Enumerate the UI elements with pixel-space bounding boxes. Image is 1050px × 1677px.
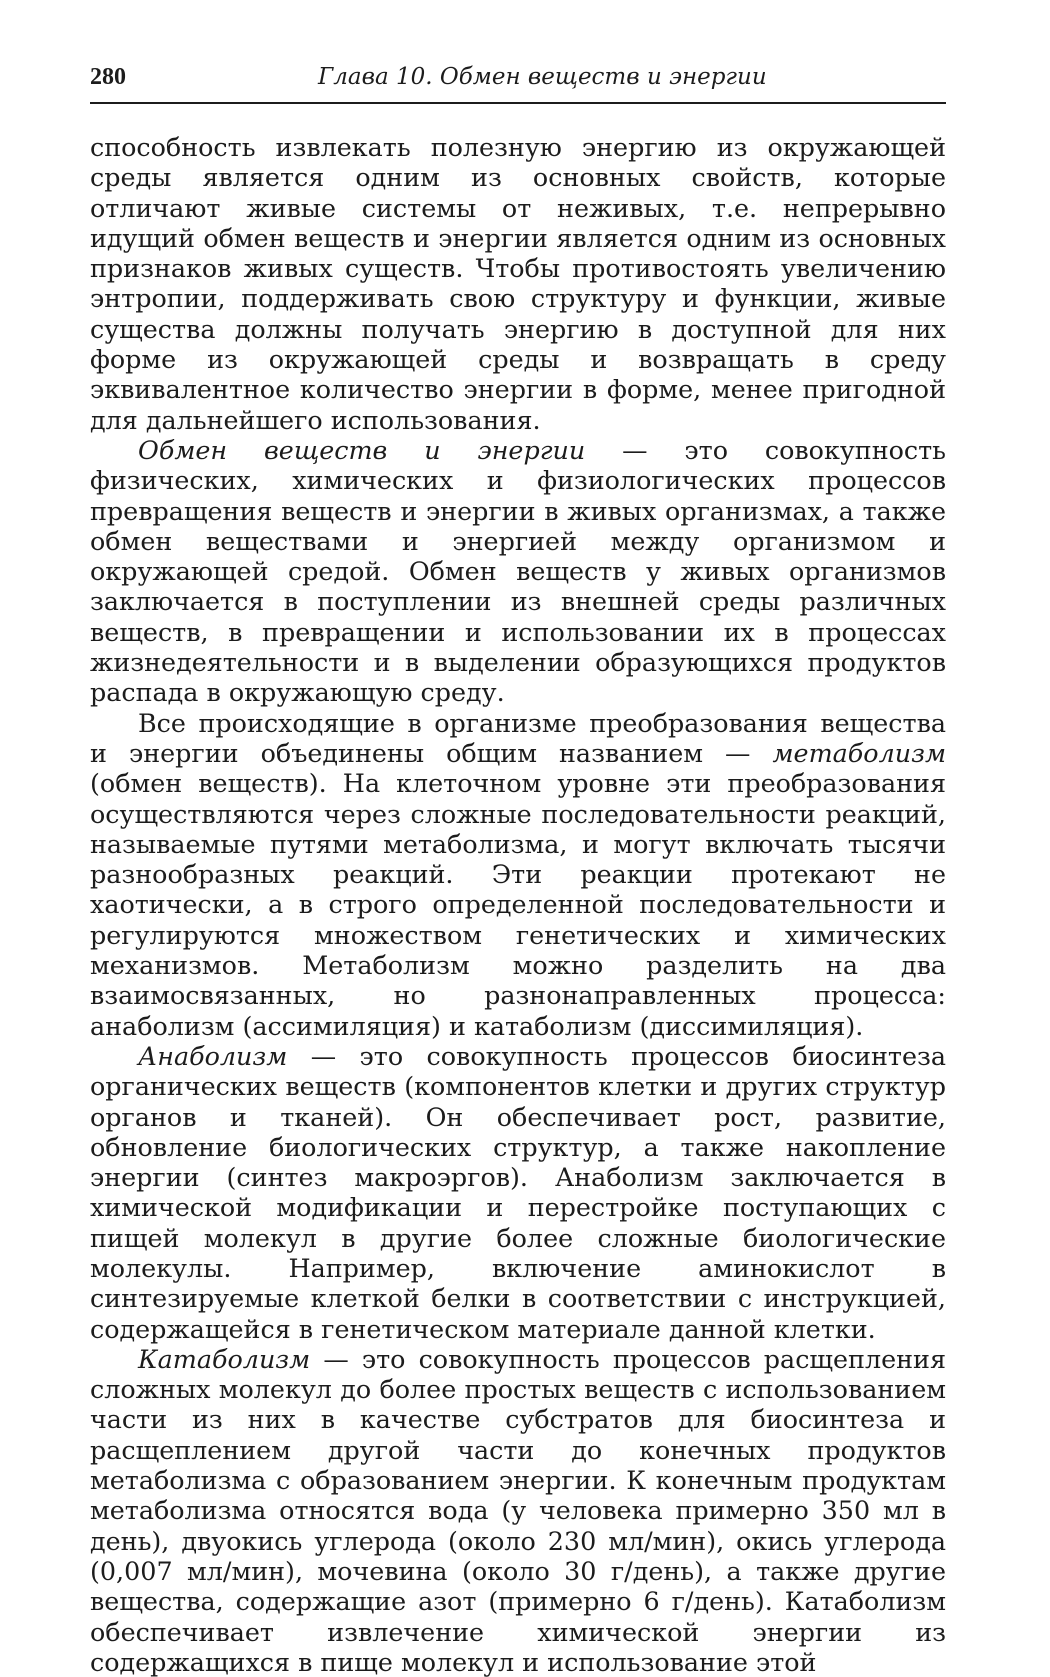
paragraph-metabolism-definition <box>90 435 946 708</box>
paragraph-text: (обмен веществ). На клеточном уровне эти преобразования осуществляются через сложные последовательности реакций, называемые путями метаболизма, и могут включать тысячи разнообразных реакций. Эти реакции протекают не хаотически, а в строго определенной последовательности и регулируются множеством генетических и химических механизмов. Метаболизм можно разделить на два взаимосвязанных, но разнонаправленных процесса: анаболизм (ассимиляция) и катаболизм (диссимиляция). <box>90 768 946 1041</box>
term-obmen-veshchestv: Обмен веществ и энергии <box>138 434 586 465</box>
running-head <box>90 60 946 104</box>
term-anabolizm: Анаболизм <box>138 1040 288 1071</box>
term-metabolizm: метаболизм <box>772 737 946 768</box>
book-page <box>90 60 946 1677</box>
paragraph-text: Все происходящие в организме преобразования вещества и энергии объединены общим названием — <box>90 707 946 768</box>
paragraph-metabolism-overview <box>90 708 946 1041</box>
term-katabolizm: Катаболизм <box>138 1343 311 1374</box>
paragraph-intro <box>90 132 946 435</box>
paragraph-text: — это совокупность процессов биосинтеза органических веществ (компонентов клетки и других структур органов и тканей). Он обеспечивает рост, развитие, обновление биологических структур, а также накопление энергии (синтез макроэргов). Анаболизм заключается в химической модификации и перестройке поступающих с пищей молекул в другие более сложные биологические молекулы. Например, включение аминокислот в синтезируемые клеткой белки в соответствии с инструкцией, содержащейся в генетическом материале данной клетки. <box>90 1040 946 1344</box>
page-number: 280 <box>90 64 126 90</box>
paragraph-catabolism <box>90 1344 946 1677</box>
paragraph-anabolism <box>90 1041 946 1344</box>
paragraph-text: способность извлекать полезную энергию из окружающей среды является одним из основных свойств, которые отличают живые системы от неживых, т.е. непрерывно идущий обмен веществ и энергии является одним из основных признаков живых существ. Чтобы противостоять увеличению энтропии, поддерживать свою структуру и функции, живые существа должны получать энергию в доступной для них форме из окружающей среды и возвращать в среду эквивалентное количество энергии в форме, менее пригодной для дальнейшего использования. <box>90 132 946 435</box>
paragraph-text: — это совокупность процессов расщепления сложных молекул до более простых веществ с использованием части из них в качестве субстратов для биосинтеза и расщеплением другой части до конечных продуктов метаболизма с образованием энергии. К конечным продуктам метаболизма относятся вода (у человека примерно 350 мл в день), двуокись углерода (около 230 мл/мин), окись углерода (0,007 мл/мин), мочевина (около 30 г/день), а также другие вещества, содержащие азот (примерно 6 г/день). Катаболизм обеспечивает извлечение химической энергии из содержащихся в пище молекул и использование этой <box>90 1343 946 1677</box>
body-text <box>90 132 946 1677</box>
chapter-title: Глава 10. Обмен веществ и энергии <box>318 64 767 90</box>
paragraph-text: — это совокупность физических, химических и физиологических процессов превращения веществ и энергии в живых организмах, а также обмен веществами и энергией между организмом и окружающей средой. Обмен веществ у живых организмов заключается в поступлении из внешней среды различных веществ, в превращении и использовании их в процессах жизнедеятельности и в выделении образующихся продуктов распада в окружающую среду. <box>90 434 947 708</box>
